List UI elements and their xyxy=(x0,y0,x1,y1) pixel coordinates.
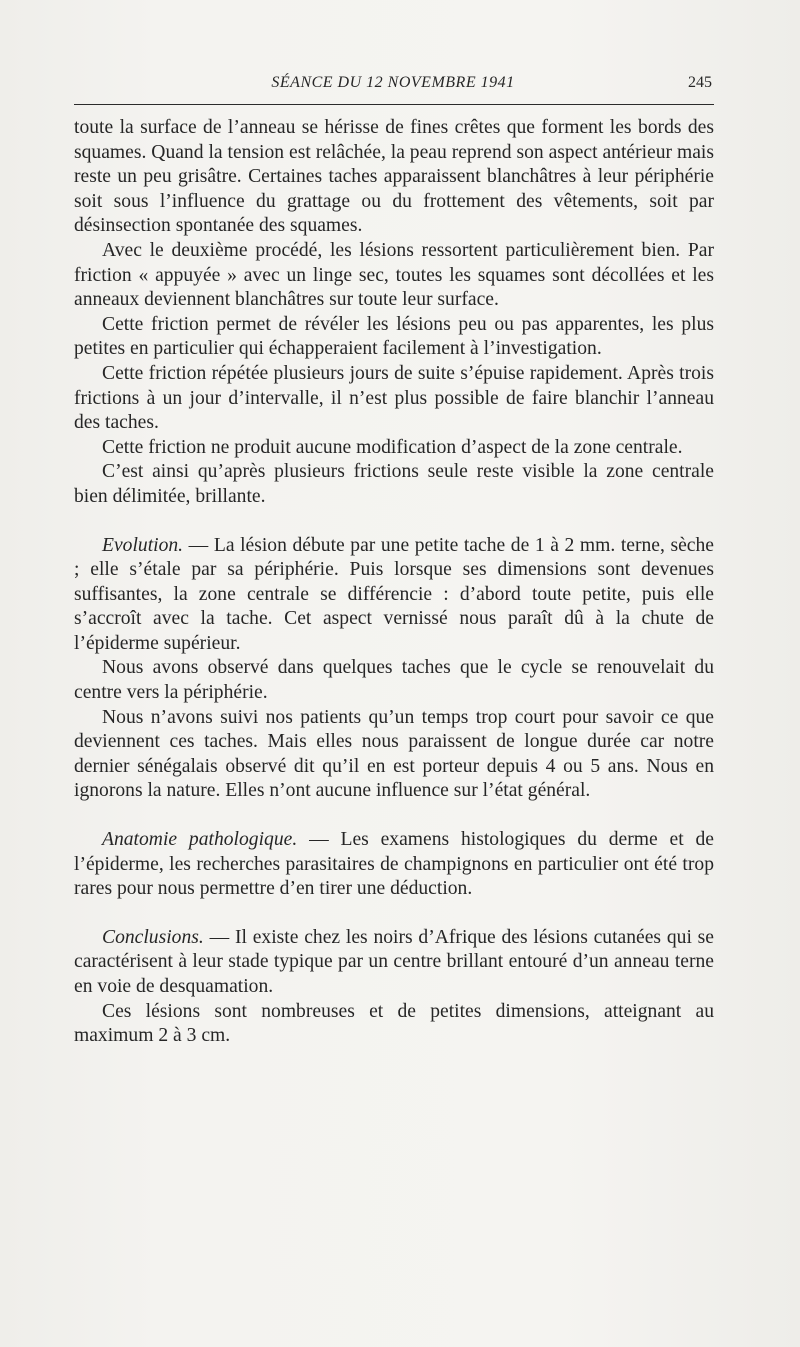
paragraph: Cette friction permet de révéler les lésions peu ou pas apparentes, les plus petites en particulier qui échapperaient facilement à l’investigation. xyxy=(74,313,714,360)
evolution-paragraph xyxy=(74,534,714,657)
paragraph: Ces lésions sont nombreuses et de petites dimensions, atteignant au maximum 2 à 3 cm. xyxy=(74,1000,714,1047)
paragraph-continued: toute la surface de l’anneau se hérisse de fines crêtes que forment les bords des squames. Quand la tension est relâchée, la peau reprend son aspect antérieur mais reste un peu grisâtre. Certaines taches apparaissent blanchâtres à leur périphérie soit sous l’influence du grattage ou du frottement des vêtements, soit par désinsection spontanée des squames. xyxy=(74,117,714,237)
section-gap xyxy=(74,510,714,534)
section-heading-evolution: Evolution. xyxy=(102,534,184,556)
page-header xyxy=(74,74,712,102)
paragraph: C’est ainsi qu’après plusieurs frictions seule reste visible la zone centrale bien délimitée, brillante. xyxy=(74,461,714,507)
paragraph: Nous avons observé dans quelques taches que le cycle se renouvelait du centre vers la périphérie. xyxy=(74,657,714,704)
conclusions-paragraph xyxy=(74,926,714,1000)
header-rule xyxy=(74,104,714,105)
evolution-text: — La lésion débute par une petite tache de 1 à 2 mm. terne, sèche ; elle s’étale par sa périphérie. Puis lorsque ses dimensions sont devenues suffisantes, la zone centrale se différencie : d’abord toute petite, puis elle s’accroît avec la tache. Cet aspect vernissé nous paraît dû à la chute de l’épiderme supérieur. xyxy=(74,534,714,654)
page-number: 245 xyxy=(688,74,712,91)
anatomie-text: — Les examens histologiques du derme et de l’épiderme, les recherches parasitaires de champignons en particulier ont été trop rares pour nous permettre d’en tirer une déduction. xyxy=(74,829,715,900)
paragraph: Avec le deuxième procédé, les lésions ressortent particulièrement bien. Par friction « appuyée » avec un linge sec, toutes les squames sont décollées et les anneaux deviennent blanchâtres sur toute leur surface. xyxy=(74,239,714,311)
paragraph: Cette friction répétée plusieurs jours de suite s’épuise rapidement. Après trois frictions à un jour d’intervalle, il n’est plus possible de faire blanchir l’anneau des taches. xyxy=(74,362,714,434)
conclusions-text: — Il existe chez les noirs d’Afrique des lésions cutanées qui se caractérisent à leur stade typique par un centre brillant entouré d’un anneau terne en voie de desquamation. xyxy=(74,926,714,997)
anatomie-paragraph xyxy=(74,828,714,902)
running-title: SÉANCE DU 12 NOVEMBRE 1941 xyxy=(271,74,515,91)
section-heading-anatomie: Anatomie pathologique. xyxy=(102,829,298,851)
body-text xyxy=(74,116,714,1049)
section-heading-conclusions: Conclusions. xyxy=(102,926,204,948)
paragraph: Cette friction ne produit aucune modification d’aspect de la zone centrale. xyxy=(102,436,683,458)
section-gap xyxy=(74,804,714,828)
paragraph: Nous n’avons suivi nos patients qu’un temps trop court pour savoir ce que deviennent ces taches. Mais elles nous paraissent de longue durée car notre dernier sénégalais observé dit qu’il en est porteur depuis 4 ou 5 ans. Nous en ignorons la nature. Elles n’ont aucune influence sur l’état général. xyxy=(74,706,714,802)
section-gap xyxy=(74,902,714,926)
